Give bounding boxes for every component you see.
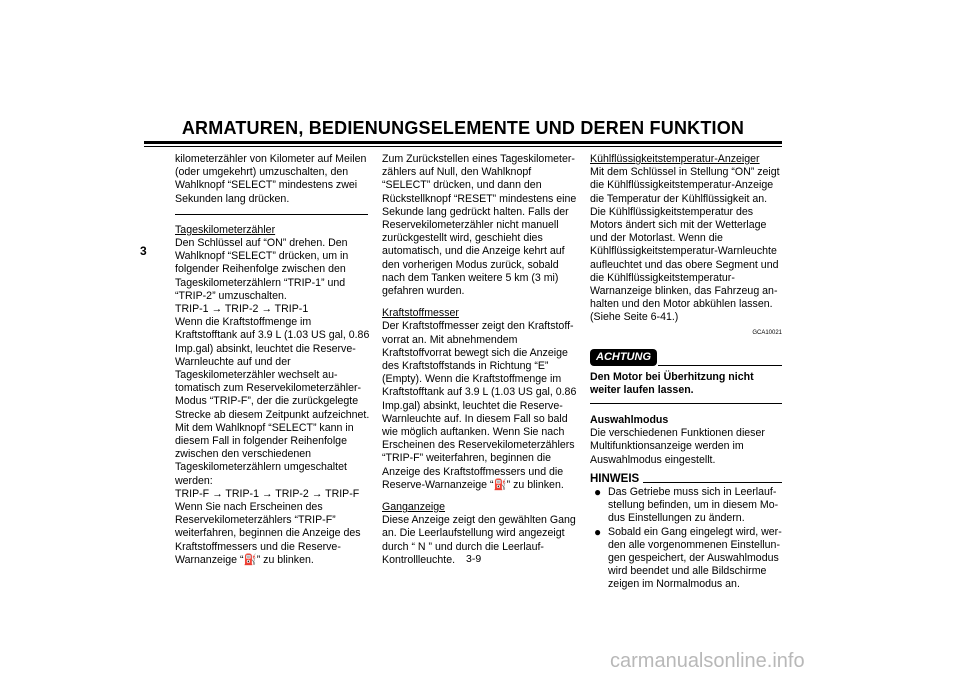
trip-sequence-2: TRIP-F → TRIP-1 → TRIP-2 → TRIP-F [175, 487, 360, 500]
section-heading-ganganzeige: Ganganzeige [382, 501, 446, 514]
title-rule-thin [144, 146, 782, 147]
column-3 [590, 153, 782, 592]
paragraph: Mit dem Schlüssel in Stellung “ON” zeigt die Kühlflüssigkeitstemperatur-Anzeige die Temperatur der Kühlflüssigkeit an. Die Kühlflüssigkeitstemperatur des Motors ändert sich mit der Wetterlage und der Motorlast. Wenn die Kühlflüssigkeitstemperatur-Warnleuchte aufleuchtet und das obere Segment und die Kühlflüssigkeitstemperatur-Warnanzeige blinken, das Fahrzeug anhalten und den Motor abkühlen lassen. (Siehe Seite 6-41.) [590, 166, 780, 324]
paragraph: Wenn die Kraftstoffmenge im Kraftstofftank auf 3.9 L (1.03 US gal, 0.86 Imp.gal) absinkt, leuchtet die Reserve-Warnleuchte auf und der Tageskilometerzähler wechselt automatisch zum Reservekilometerzähler-Modus “TRIP-F”, der die zurückgelegte Strecke ab diesem Zeitpunkt aufzeichnet. Mit dem Wahlknopf “SELECT” kann in diesem Fall in folgender Reihenfolge zwischen den verschiedenen Tageskilometerzählern umgeschaltet werden: [175, 316, 370, 487]
hinweis-label: HINWEIS [590, 472, 640, 485]
chapter-tab: 3 [140, 244, 147, 258]
section-divider [175, 214, 368, 215]
column-2 [382, 153, 578, 567]
title-rule-thick [144, 141, 782, 144]
list-item [590, 526, 782, 592]
hinweis-header [590, 473, 782, 486]
paragraph: kilometerzähler von Kilometer auf Meilen (oder umgekehrt) umzuschalten, den Wahlknopf “SELECT” mindestens zwei Sekunden lang drücken. [175, 153, 367, 205]
column-1 [175, 153, 371, 567]
achtung-header [590, 345, 782, 367]
list-item [590, 486, 782, 526]
bullet-icon: ● [594, 485, 602, 500]
bullet-icon: ● [594, 524, 602, 539]
section-heading-kraftstoffmesser: Kraftstoffmesser [382, 307, 459, 320]
section-heading-kuehlfluessigkeit: Kühlflüssigkeitstemperatur-Anzeiger [590, 153, 760, 165]
section-heading-tageskilometerzaehler: Tageskilometerzähler [175, 223, 276, 236]
watermark: carmanualsonline.info [610, 650, 805, 672]
page-number: 3-9 [466, 553, 482, 565]
bullet-text: Das Getriebe muss sich in Leerlaufstellung befinden, um in diesem Modus Einstellungen zu ändern. [608, 486, 779, 525]
trip-sequence-1: TRIP-1 → TRIP-2 → TRIP-1 [175, 303, 309, 316]
achtung-rule [658, 365, 782, 366]
achtung-label: ACHTUNG [590, 349, 657, 366]
achtung-end-rule [590, 403, 782, 404]
page-title: ARMATUREN, BEDIENUNGSELEMENTE UND DEREN FUNKTION [181, 118, 745, 138]
paragraph: Zum Zurückstellen eines Tageskilometerzählers auf Null, den Wahlknopf “SELECT” drücken, und dann den Rückstellknopf “RESET” mindestens eine Sekunde lang gedrückt halten. Falls der Reservekilometerzähler nicht manuell zurückgestellt wird, geschieht dies automatisch, und die Anzeige kehrt auf den vorherigen Modus zurück, sobald nach dem Tanken weitere 5 km (3 mi) gefahren wurden. [382, 153, 577, 298]
achtung-text: Den Motor bei Überhitzung nicht weiter laufen lassen. [590, 370, 754, 396]
paragraph: Den Schlüssel auf “ON” drehen. Den Wahlknopf “SELECT” drücken, um in folgender Reihenfolge zwischen den Tageskilometerzählern “TRIP-1” und “TRIP-2” umzuschalten. [175, 237, 349, 302]
paragraph: Wenn Sie nach Erscheinen des Reservekilometerzählers “TRIP-F” weiterfahren, beginnen die Anzeige des Kraftstoffmessers und die Reserve-Warnanzeige “⛽” zu blinken. [175, 501, 361, 566]
bullet-text: Sobald ein Gang eingelegt wird, werden alle vorgenommenen Einstellungen gespeichert, der Auswahlmodus wird beendet und alle Bildschirme zeigen im Normalmodus an. [608, 525, 782, 591]
hinweis-rule [643, 482, 782, 483]
section-heading-auswahlmodus: Auswahlmodus [590, 414, 669, 427]
paragraph: Diese Anzeige zeigt den gewählten Gang an. Die Leerlaufstellung wird angezeigt durch “ N ” und durch die Leerlauf-Kontrollleuchte. [382, 514, 576, 566]
paragraph: Der Kraftstoffmesser zeigt den Kraftstoffvorrat an. Mit abnehmendem Kraftstoffvorrat bewegt sich die Anzeige des Kraftstoffstands in Richtung “E” (Empty). Wenn die Kraftstoffmenge im Kraftstofftank auf 3.9 L (1.03 US gal, 0.86 Imp.gal) absinkt, leuchtet die Reserve-Warnleuchte auf. In diesem Fall so bald wie möglich auftanken. Wenn Sie nach Erscheinen des Reservekilometerzählers “TRIP-F” weiterfahren, beginnen die Anzeige des Kraftstoffmessers und die Reserve-Warnanzeige “⛽” zu blinken. [382, 320, 577, 491]
paragraph: Die verschiedenen Funktionen dieser Multifunktionsanzeige werden im Auswahlmodus eingestellt. [590, 427, 765, 466]
reference-code: GCA10021 [752, 329, 782, 336]
